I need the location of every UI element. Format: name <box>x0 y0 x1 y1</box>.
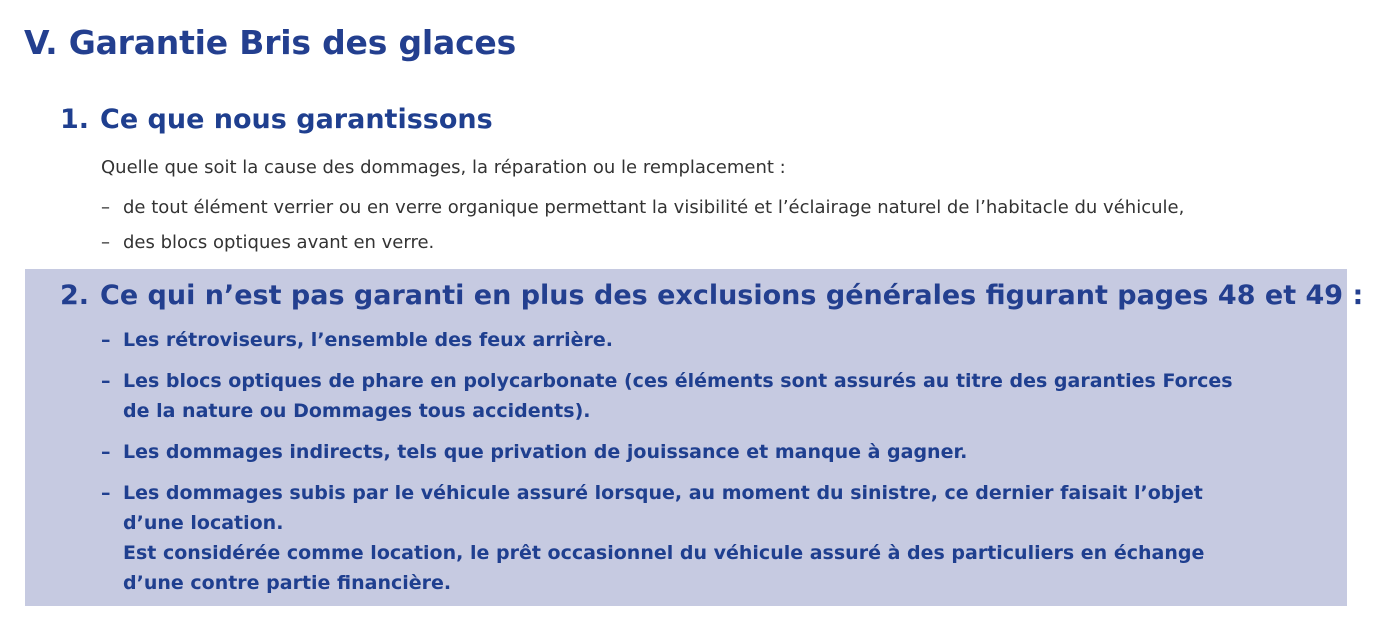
list-item-line: d’une location. <box>123 512 284 534</box>
section-exclusions-heading <box>60 280 1363 311</box>
list-item-text: des blocs optiques avant en verre. <box>123 232 435 253</box>
exclusions-list <box>101 325 1336 598</box>
section-title: Ce que nous garantissons <box>100 104 493 135</box>
list-item <box>101 437 1336 467</box>
covered-list <box>101 193 1381 263</box>
list-item-line: de la nature ou Dommages tous accidents). <box>123 400 591 422</box>
section-number: 1. <box>60 104 90 135</box>
list-item-line: Les rétroviseurs, l’ensemble des feux arrière. <box>123 329 613 351</box>
list-item-text: de tout élément verrier ou en verre organique permettant la visibilité et l’éclairage naturel de l’habitacle du véhicule, <box>123 197 1185 218</box>
list-item <box>101 193 1381 228</box>
list-item <box>101 478 1336 598</box>
dash-bullet: – <box>101 482 111 504</box>
list-item <box>101 228 1381 263</box>
list-item <box>101 366 1336 426</box>
list-item-line: d’une contre partie financière. <box>123 572 452 594</box>
list-item-line: Les blocs optiques de phare en polycarbonate (ces éléments sont assurés au titre des garanties Forces <box>123 370 1233 392</box>
section-intro: Quelle que soit la cause des dommages, la réparation ou le remplacement : <box>101 157 786 178</box>
list-item-line: Les dommages subis par le véhicule assuré lorsque, au moment du sinistre, ce dernier faisait l’objet <box>123 482 1203 504</box>
section-covered-heading <box>60 104 493 135</box>
list-item <box>101 325 1336 355</box>
page-title: V. Garantie Bris des glaces <box>24 23 517 62</box>
section-title: Ce qui n’est pas garanti en plus des exclusions générales figurant pages 48 et 49 : <box>100 280 1364 311</box>
list-item-line: Les dommages indirects, tels que privation de jouissance et manque à gagner. <box>123 441 968 463</box>
dash-bullet: – <box>101 441 111 463</box>
dash-bullet: – <box>101 370 111 392</box>
list-item-line: Est considérée comme location, le prêt occasionnel du véhicule assuré à des particuliers en échange <box>123 542 1205 564</box>
dash-bullet: – <box>101 232 110 253</box>
section-number: 2. <box>60 280 90 311</box>
dash-bullet: – <box>101 329 111 351</box>
dash-bullet: – <box>101 197 110 218</box>
